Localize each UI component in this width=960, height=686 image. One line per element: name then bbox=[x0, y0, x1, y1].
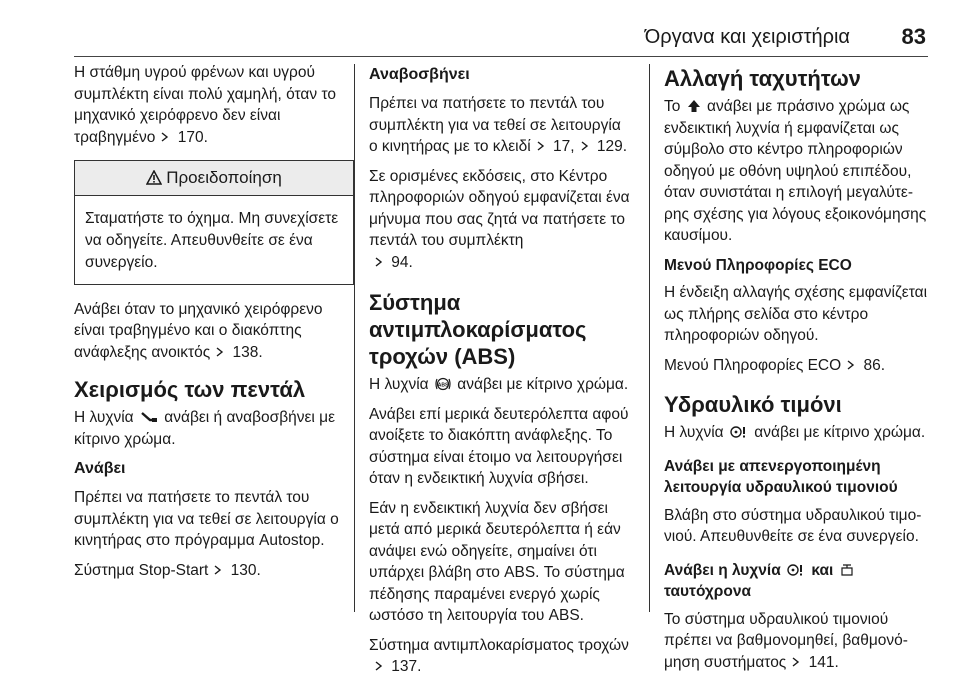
clutch-pedal-icon bbox=[140, 410, 158, 424]
page-ref-arrow-icon bbox=[533, 139, 547, 153]
subsection-heading: Ανάβει bbox=[74, 460, 126, 477]
text: Η λυχνία bbox=[74, 409, 134, 426]
page-title: Όργανα και χειριστήρια bbox=[644, 26, 850, 48]
subsection-heading: Αναβοσβήνει bbox=[369, 66, 470, 83]
paragraph bbox=[369, 93, 633, 158]
power-steering-icon bbox=[730, 425, 748, 439]
warning-text: Σταματήστε το όχημα. Μη συνεχίσετε να οδηγείτε. Απευθυνθείτε σε ένα συνεργείο. bbox=[85, 209, 339, 271]
text: Μενού Πληροφορίες ECO bbox=[664, 356, 842, 374]
paragraph bbox=[369, 374, 633, 396]
paragraph bbox=[664, 355, 930, 377]
page-ref-arrow-icon bbox=[371, 659, 385, 673]
paragraph bbox=[369, 635, 633, 678]
column-2 bbox=[369, 62, 633, 686]
warning-title: Προειδοποίηση bbox=[166, 168, 282, 187]
text: Η λυχνία bbox=[664, 424, 724, 441]
abs-warning-icon bbox=[435, 377, 451, 391]
page-ref[interactable]: 138. bbox=[228, 343, 263, 361]
section-heading: Αλλαγή ταχυτήτων bbox=[664, 66, 861, 91]
text: ανάβει με κίτρινο χρώμα. bbox=[457, 376, 629, 393]
text: Η λυχνία bbox=[369, 376, 429, 393]
paragraph bbox=[74, 62, 354, 148]
page-ref[interactable]: 141. bbox=[804, 653, 839, 671]
warning-header bbox=[75, 161, 353, 196]
section-heading: Χειρισμός των πεντάλ bbox=[74, 377, 306, 402]
column-3 bbox=[664, 62, 930, 681]
text: Το σύστημα υδραυλικού τιμονιού πρέπει να βαθμονομηθεί, βαθμονόμηση συστήματος bbox=[664, 610, 908, 671]
text: Η στάθμη υγρού φρένων και υγρού συμπλέκτη είναι πολύ χαμηλή, όταν το μηχανικό χειρόφρενο δεν είναι τραβηγμένο bbox=[74, 64, 336, 146]
text: και bbox=[811, 561, 834, 579]
page-ref-arrow-icon bbox=[843, 358, 857, 372]
header-rule bbox=[74, 56, 928, 57]
page-ref[interactable]: 94. bbox=[387, 253, 413, 271]
svg-text:ABS: ABS bbox=[437, 382, 449, 389]
subsection-heading: Μενού Πληροφορίες ECO bbox=[664, 256, 852, 274]
paragraph bbox=[74, 299, 354, 364]
page-ref[interactable]: 86. bbox=[859, 356, 886, 374]
text: Το bbox=[664, 98, 681, 115]
engine-malfunction-icon bbox=[840, 563, 854, 577]
warning-box bbox=[74, 160, 354, 285]
paragraph: Η ένδειξη αλλαγής σχέσης εμφανίζεται ως πλήρης σελίδα στο κέντρο πληροφοριών οδηγού. bbox=[664, 284, 928, 344]
text: Ανάβει όταν το μηχανικό χειρόφρενο είναι τραβηγμένο και ο διακόπτης ανάφλεξης ανοικτός bbox=[74, 300, 323, 361]
text: ανάβει ή αναβοσβήνει με κίτρινο χρώμα. bbox=[74, 409, 336, 448]
page-ref[interactable]: 137. bbox=[387, 658, 422, 675]
paragraph: Βλάβη στο σύστημα υδραυλικού τιμονιού. Απευθυνθείτε σε ένα συνεργείο. bbox=[664, 506, 922, 545]
subsection-heading bbox=[664, 560, 930, 603]
column-divider bbox=[649, 64, 650, 612]
text: ανάβει με κίτρινο χρώμα. bbox=[754, 424, 926, 441]
text: Πρέπει να πατήσετε το πεντάλ του συμπλέκτη για να τεθεί σε λειτουργία ο κινητήρας με το κλειδί bbox=[369, 95, 621, 155]
page-ref[interactable]: 130. bbox=[226, 561, 261, 579]
paragraph bbox=[664, 609, 930, 674]
text: Σε ορισμένες εκδόσεις, στο Κέντρο πληροφοριών οδηγού εμφανίζεται ένα μήνυμα που σας ζητά να πατήσετε το πεντάλ του συμπλέκτη bbox=[369, 167, 630, 249]
section-heading: Υδραυλικό τιμόνι bbox=[664, 392, 842, 417]
paragraph: Πρέπει να πατήσετε το πεντάλ του συμπλέκτη για να τεθεί σε λειτουργία ο κινητήρας στο πρόγραμμα Autostop. bbox=[74, 489, 339, 549]
column-divider bbox=[354, 64, 355, 612]
paragraph: Εάν η ενδεικτική λυχνία δεν σβήσει μετά από μερικά δευτερόλεπτα ή εάν ανάψει ενώ οδηγείτε, σημαίνει ότι υπάρχει βλάβη στο ABS. Το σύστημα πέδησης παραμένει ενεργό χωρίς ωστόσο τη λειτουργία του ABS. bbox=[369, 499, 625, 624]
paragraph bbox=[369, 166, 633, 274]
text: Σύστημα Stop-Start bbox=[74, 561, 209, 579]
shift-up-arrow-icon bbox=[687, 99, 701, 113]
page-ref[interactable]: 129. bbox=[592, 138, 628, 155]
page-ref[interactable]: 17, bbox=[548, 138, 575, 155]
text: ανάβει με πράσινο χρώμα ως ενδεικτική λυχνία ή εμφανίζεται ως σύμβολο στο κέντρο πληροφοριών οδηγού με οθόνη υψηλού επιπέδου, όταν συνιστάται η επιλογή μεγαλύτερης σχέσης για λόγους εξοικονόμησης καυσίμου. bbox=[664, 98, 927, 244]
paragraph bbox=[664, 422, 930, 444]
page-header bbox=[0, 0, 960, 56]
page-ref-arrow-icon bbox=[788, 655, 802, 669]
column-1 bbox=[74, 62, 354, 589]
page-ref-arrow-icon bbox=[157, 130, 171, 144]
page-ref[interactable]: 170. bbox=[173, 128, 208, 146]
page-ref-arrow-icon bbox=[210, 563, 224, 577]
page-ref-arrow-icon bbox=[577, 139, 591, 153]
warning-triangle-icon bbox=[146, 170, 162, 185]
paragraph bbox=[74, 560, 354, 582]
power-steering-icon bbox=[787, 563, 805, 577]
paragraph bbox=[664, 96, 930, 247]
paragraph bbox=[74, 407, 354, 450]
page-ref-arrow-icon bbox=[371, 255, 385, 269]
text: Σύστημα αντιμπλοκαρίσματος τροχών bbox=[369, 636, 629, 654]
text: ταυτόχρονα bbox=[664, 583, 751, 600]
subsection-heading: Ανάβει με απενεργοποιημένη λειτουργία υδραυλικού τιμονιού bbox=[664, 457, 898, 496]
section-heading: Σύστημα αντιμπλοκαρίσματος τροχών (ABS) bbox=[369, 290, 587, 369]
text: Ανάβει η λυχνία bbox=[664, 561, 781, 579]
page-number: 83 bbox=[901, 24, 926, 49]
paragraph: Ανάβει επί μερικά δευτερόλεπτα αφού ανοίξετε το διακόπτη ανάφλεξης. Το σύστημα είναι έτοιμο να λειτουργήσει όταν η ενδεικτική λυχνία σβήσει. bbox=[369, 405, 629, 487]
page-ref-arrow-icon bbox=[212, 345, 226, 359]
